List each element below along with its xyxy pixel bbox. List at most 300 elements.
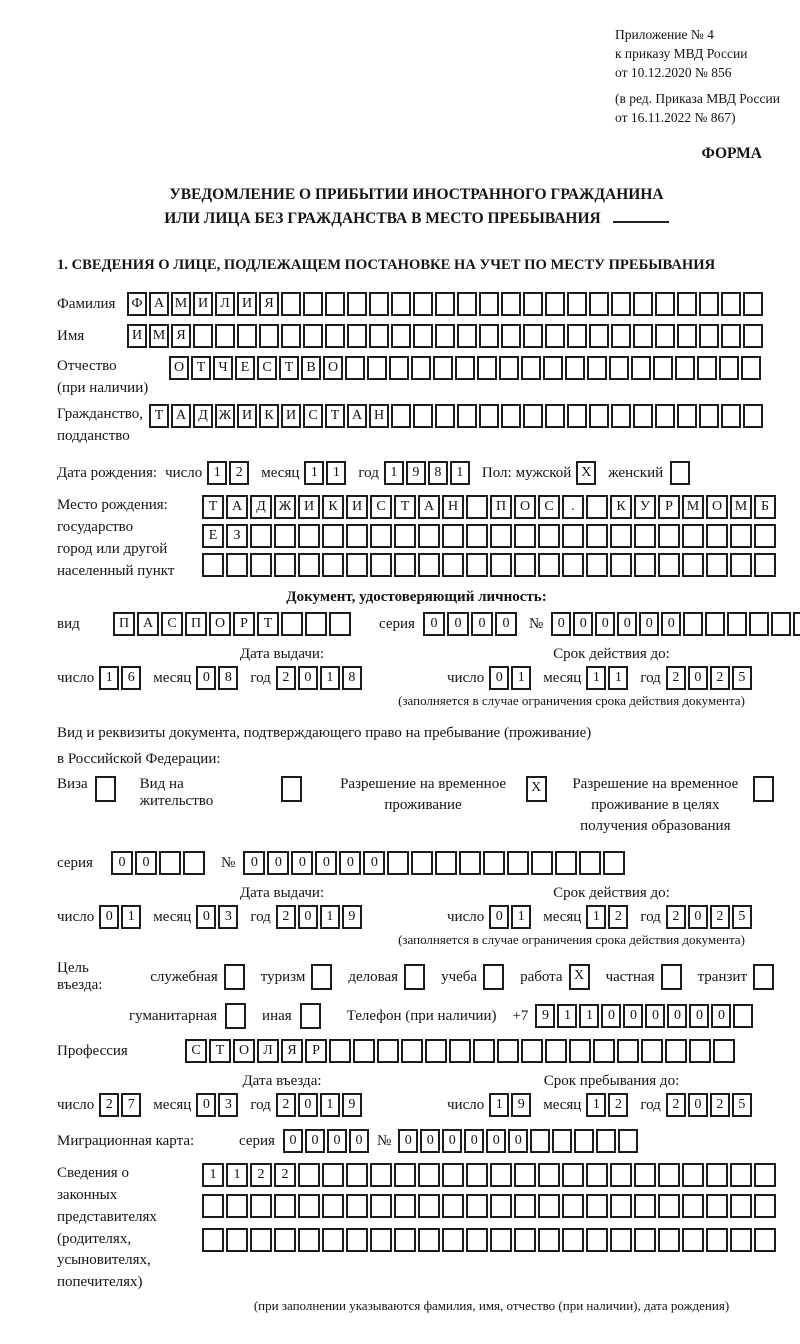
char-cell[interactable]: [633, 404, 653, 428]
char-cell[interactable]: [719, 356, 739, 380]
char-cell[interactable]: [411, 356, 431, 380]
char-cell[interactable]: [370, 1194, 392, 1218]
char-cell[interactable]: 0: [196, 1093, 216, 1117]
char-cell[interactable]: [706, 553, 728, 577]
char-cell[interactable]: [545, 292, 565, 316]
char-cell[interactable]: [586, 553, 608, 577]
char-cell[interactable]: [771, 612, 791, 636]
purpose-study-checkbox[interactable]: [483, 964, 506, 990]
char-cell[interactable]: [215, 324, 235, 348]
char-cell[interactable]: С: [303, 404, 323, 428]
char-cell[interactable]: [653, 356, 673, 380]
char-cell[interactable]: [259, 324, 279, 348]
char-cell[interactable]: [466, 1163, 488, 1187]
char-cell[interactable]: [477, 356, 497, 380]
char-cell[interactable]: [733, 1004, 753, 1028]
char-cell[interactable]: [523, 404, 543, 428]
char-cell[interactable]: [514, 1228, 536, 1252]
char-cell[interactable]: С: [161, 612, 183, 636]
char-cell[interactable]: [611, 292, 631, 316]
char-cell[interactable]: С: [185, 1039, 207, 1063]
char-cell[interactable]: [391, 324, 411, 348]
char-cell[interactable]: И: [346, 495, 368, 519]
char-cell[interactable]: [370, 1228, 392, 1252]
char-cell[interactable]: [347, 324, 367, 348]
char-cell[interactable]: 0: [298, 666, 318, 690]
char-cell[interactable]: [394, 1228, 416, 1252]
char-cell[interactable]: [523, 324, 543, 348]
char-cell[interactable]: [413, 404, 433, 428]
char-cell[interactable]: [298, 1163, 320, 1187]
char-cell[interactable]: 0: [573, 612, 593, 636]
doc-kind-cells[interactable]: [113, 612, 353, 636]
birth-place-row3-cells[interactable]: [202, 553, 778, 577]
char-cell[interactable]: 9: [406, 461, 426, 485]
char-cell[interactable]: [523, 292, 543, 316]
char-cell[interactable]: 9: [342, 905, 362, 929]
char-cell[interactable]: [225, 1003, 246, 1029]
char-cell[interactable]: А: [347, 404, 367, 428]
char-cell[interactable]: [610, 1194, 632, 1218]
char-cell[interactable]: [641, 1039, 663, 1063]
char-cell[interactable]: [274, 553, 296, 577]
char-cell[interactable]: 8: [428, 461, 448, 485]
char-cell[interactable]: [682, 553, 704, 577]
purpose-transit-checkbox[interactable]: [753, 964, 776, 990]
char-cell[interactable]: 0: [688, 905, 708, 929]
char-cell[interactable]: [490, 1228, 512, 1252]
char-cell[interactable]: [413, 292, 433, 316]
char-cell[interactable]: [346, 1194, 368, 1218]
char-cell[interactable]: 1: [557, 1004, 577, 1028]
char-cell[interactable]: [730, 1163, 752, 1187]
char-cell[interactable]: [347, 292, 367, 316]
temp-residence-checkbox[interactable]: [526, 776, 549, 802]
char-cell[interactable]: [479, 324, 499, 348]
char-cell[interactable]: 1: [207, 461, 227, 485]
char-cell[interactable]: [538, 1194, 560, 1218]
char-cell[interactable]: 1: [511, 666, 531, 690]
char-cell[interactable]: [611, 404, 631, 428]
char-cell[interactable]: [589, 324, 609, 348]
char-cell[interactable]: 1: [586, 666, 606, 690]
char-cell[interactable]: 0: [711, 1004, 731, 1028]
char-cell[interactable]: 0: [688, 666, 708, 690]
char-cell[interactable]: [281, 612, 303, 636]
purpose-humanitarian-checkbox[interactable]: [225, 1003, 248, 1029]
char-cell[interactable]: [394, 524, 416, 548]
char-cell[interactable]: С: [257, 356, 277, 380]
char-cell[interactable]: 0: [363, 851, 385, 875]
char-cell[interactable]: [562, 524, 584, 548]
char-cell[interactable]: [466, 1194, 488, 1218]
char-cell[interactable]: 1: [586, 1093, 606, 1117]
char-cell[interactable]: [418, 1194, 440, 1218]
res-number-cells[interactable]: [243, 851, 627, 875]
char-cell[interactable]: 0: [135, 851, 157, 875]
char-cell[interactable]: [322, 1228, 344, 1252]
char-cell[interactable]: [545, 404, 565, 428]
char-cell[interactable]: [311, 964, 332, 990]
char-cell[interactable]: 1: [579, 1004, 599, 1028]
char-cell[interactable]: А: [418, 495, 440, 519]
char-cell[interactable]: 3: [218, 1093, 238, 1117]
stay-month-cells[interactable]: [586, 1093, 630, 1117]
char-cell[interactable]: [435, 292, 455, 316]
char-cell[interactable]: .: [562, 495, 584, 519]
char-cell[interactable]: С: [370, 495, 392, 519]
char-cell[interactable]: [473, 1039, 495, 1063]
char-cell[interactable]: Н: [369, 404, 389, 428]
char-cell[interactable]: [298, 1194, 320, 1218]
char-cell[interactable]: X: [576, 461, 596, 485]
char-cell[interactable]: [545, 324, 565, 348]
char-cell[interactable]: [459, 851, 481, 875]
char-cell[interactable]: [250, 524, 272, 548]
char-cell[interactable]: [543, 356, 563, 380]
char-cell[interactable]: [394, 1163, 416, 1187]
char-cell[interactable]: [713, 1039, 735, 1063]
char-cell[interactable]: [610, 1228, 632, 1252]
char-cell[interactable]: И: [193, 292, 213, 316]
char-cell[interactable]: К: [610, 495, 632, 519]
char-cell[interactable]: И: [237, 404, 257, 428]
char-cell[interactable]: [552, 1129, 572, 1153]
char-cell[interactable]: Я: [171, 324, 191, 348]
char-cell[interactable]: Н: [442, 495, 464, 519]
char-cell[interactable]: [479, 292, 499, 316]
char-cell[interactable]: [442, 1194, 464, 1218]
char-cell[interactable]: [490, 1194, 512, 1218]
char-cell[interactable]: [435, 404, 455, 428]
res-expiry-month-cells[interactable]: [586, 905, 630, 929]
char-cell[interactable]: [394, 1194, 416, 1218]
char-cell[interactable]: [281, 292, 301, 316]
char-cell[interactable]: М: [730, 495, 752, 519]
char-cell[interactable]: В: [301, 356, 321, 380]
birth-place-row2-cells[interactable]: [202, 524, 778, 548]
char-cell[interactable]: 0: [398, 1129, 418, 1153]
name-cells[interactable]: [127, 324, 765, 348]
char-cell[interactable]: [370, 524, 392, 548]
char-cell[interactable]: [658, 1228, 680, 1252]
char-cell[interactable]: 0: [442, 1129, 462, 1153]
char-cell[interactable]: 2: [276, 905, 296, 929]
char-cell[interactable]: 0: [489, 666, 509, 690]
visa-checkbox[interactable]: [95, 776, 118, 802]
char-cell[interactable]: 0: [639, 612, 659, 636]
res-series-cells[interactable]: [111, 851, 207, 875]
char-cell[interactable]: [501, 292, 521, 316]
char-cell[interactable]: 9: [511, 1093, 531, 1117]
char-cell[interactable]: [298, 553, 320, 577]
char-cell[interactable]: Л: [215, 292, 235, 316]
mc-number-cells[interactable]: [398, 1129, 640, 1153]
char-cell[interactable]: [298, 524, 320, 548]
char-cell[interactable]: [655, 324, 675, 348]
char-cell[interactable]: [322, 553, 344, 577]
birth-day-cells[interactable]: [207, 461, 251, 485]
char-cell[interactable]: [226, 1228, 248, 1252]
char-cell[interactable]: [226, 553, 248, 577]
char-cell[interactable]: [754, 553, 776, 577]
char-cell[interactable]: [370, 553, 392, 577]
char-cell[interactable]: 2: [250, 1163, 272, 1187]
char-cell[interactable]: [586, 1194, 608, 1218]
char-cell[interactable]: З: [226, 524, 248, 548]
birth-place-row1-cells[interactable]: [202, 495, 778, 519]
purpose-tourism-checkbox[interactable]: [311, 964, 334, 990]
char-cell[interactable]: [274, 524, 296, 548]
char-cell[interactable]: [675, 356, 695, 380]
char-cell[interactable]: [411, 851, 433, 875]
char-cell[interactable]: 1: [450, 461, 470, 485]
char-cell[interactable]: 1: [320, 666, 340, 690]
char-cell[interactable]: [749, 612, 769, 636]
char-cell[interactable]: 9: [342, 1093, 362, 1117]
res-expiry-day-cells[interactable]: [489, 905, 533, 929]
char-cell[interactable]: [521, 356, 541, 380]
char-cell[interactable]: Д: [193, 404, 213, 428]
char-cell[interactable]: [95, 776, 116, 802]
char-cell[interactable]: [455, 356, 475, 380]
char-cell[interactable]: [730, 524, 752, 548]
char-cell[interactable]: [514, 1194, 536, 1218]
char-cell[interactable]: Т: [149, 404, 169, 428]
char-cell[interactable]: О: [169, 356, 189, 380]
char-cell[interactable]: [329, 612, 351, 636]
char-cell[interactable]: 0: [111, 851, 133, 875]
char-cell[interactable]: [730, 553, 752, 577]
char-cell[interactable]: [589, 292, 609, 316]
char-cell[interactable]: 0: [283, 1129, 303, 1153]
char-cell[interactable]: [682, 1228, 704, 1252]
char-cell[interactable]: [466, 1228, 488, 1252]
char-cell[interactable]: [322, 1194, 344, 1218]
char-cell[interactable]: [562, 1228, 584, 1252]
char-cell[interactable]: [274, 1194, 296, 1218]
char-cell[interactable]: [303, 292, 323, 316]
char-cell[interactable]: 0: [196, 905, 216, 929]
char-cell[interactable]: [377, 1039, 399, 1063]
doc-series-cells[interactable]: [423, 612, 519, 636]
char-cell[interactable]: [300, 1003, 321, 1029]
char-cell[interactable]: [538, 1163, 560, 1187]
char-cell[interactable]: [753, 964, 774, 990]
char-cell[interactable]: [617, 1039, 639, 1063]
char-cell[interactable]: [730, 1228, 752, 1252]
char-cell[interactable]: [346, 553, 368, 577]
char-cell[interactable]: Т: [325, 404, 345, 428]
char-cell[interactable]: [721, 404, 741, 428]
char-cell[interactable]: [435, 851, 457, 875]
char-cell[interactable]: [346, 1228, 368, 1252]
char-cell[interactable]: [401, 1039, 423, 1063]
char-cell[interactable]: [418, 524, 440, 548]
representatives-row3-cells[interactable]: [202, 1228, 778, 1252]
char-cell[interactable]: [418, 1228, 440, 1252]
char-cell[interactable]: Т: [257, 612, 279, 636]
char-cell[interactable]: [562, 553, 584, 577]
char-cell[interactable]: [665, 1039, 687, 1063]
char-cell[interactable]: [449, 1039, 471, 1063]
char-cell[interactable]: [346, 524, 368, 548]
char-cell[interactable]: [370, 1163, 392, 1187]
char-cell[interactable]: 1: [511, 905, 531, 929]
char-cell[interactable]: [507, 851, 529, 875]
char-cell[interactable]: [442, 1163, 464, 1187]
char-cell[interactable]: [721, 324, 741, 348]
char-cell[interactable]: 2: [710, 905, 730, 929]
entry-year-cells[interactable]: [276, 1093, 364, 1117]
char-cell[interactable]: У: [634, 495, 656, 519]
char-cell[interactable]: [466, 495, 488, 519]
char-cell[interactable]: Д: [250, 495, 272, 519]
char-cell[interactable]: О: [233, 1039, 255, 1063]
char-cell[interactable]: [697, 356, 717, 380]
char-cell[interactable]: [305, 612, 327, 636]
char-cell[interactable]: 0: [243, 851, 265, 875]
char-cell[interactable]: [404, 964, 425, 990]
char-cell[interactable]: Р: [233, 612, 255, 636]
char-cell[interactable]: 5: [732, 905, 752, 929]
char-cell[interactable]: 0: [495, 612, 517, 636]
char-cell[interactable]: Т: [394, 495, 416, 519]
char-cell[interactable]: 0: [667, 1004, 687, 1028]
doc-expiry-month-cells[interactable]: [586, 666, 630, 690]
char-cell[interactable]: [706, 524, 728, 548]
char-cell[interactable]: М: [171, 292, 191, 316]
char-cell[interactable]: [705, 612, 725, 636]
char-cell[interactable]: [490, 553, 512, 577]
char-cell[interactable]: Т: [191, 356, 211, 380]
char-cell[interactable]: [706, 1194, 728, 1218]
char-cell[interactable]: О: [323, 356, 343, 380]
doc-issue-day-cells[interactable]: [99, 666, 143, 690]
char-cell[interactable]: 0: [447, 612, 469, 636]
representatives-row1-cells[interactable]: [202, 1163, 778, 1187]
doc-number-cells[interactable]: [551, 612, 800, 636]
char-cell[interactable]: [501, 404, 521, 428]
char-cell[interactable]: 1: [121, 905, 141, 929]
char-cell[interactable]: Я: [259, 292, 279, 316]
char-cell[interactable]: [442, 524, 464, 548]
char-cell[interactable]: 0: [267, 851, 289, 875]
char-cell[interactable]: [274, 1228, 296, 1252]
stay-year-cells[interactable]: [666, 1093, 754, 1117]
char-cell[interactable]: 0: [623, 1004, 643, 1028]
char-cell[interactable]: [721, 292, 741, 316]
char-cell[interactable]: [367, 356, 387, 380]
char-cell[interactable]: [677, 324, 697, 348]
char-cell[interactable]: С: [538, 495, 560, 519]
char-cell[interactable]: [618, 1129, 638, 1153]
char-cell[interactable]: [610, 553, 632, 577]
char-cell[interactable]: 0: [617, 612, 637, 636]
char-cell[interactable]: [483, 964, 504, 990]
char-cell[interactable]: 1: [320, 905, 340, 929]
char-cell[interactable]: 2: [666, 666, 686, 690]
char-cell[interactable]: [633, 324, 653, 348]
char-cell[interactable]: 2: [276, 666, 296, 690]
char-cell[interactable]: 1: [304, 461, 324, 485]
birth-month-cells[interactable]: [304, 461, 348, 485]
doc-expiry-day-cells[interactable]: [489, 666, 533, 690]
char-cell[interactable]: [394, 553, 416, 577]
birth-year-cells[interactable]: [384, 461, 472, 485]
char-cell[interactable]: Л: [257, 1039, 279, 1063]
char-cell[interactable]: [682, 1194, 704, 1218]
char-cell[interactable]: [661, 964, 682, 990]
char-cell[interactable]: 0: [291, 851, 313, 875]
char-cell[interactable]: [322, 1163, 344, 1187]
char-cell[interactable]: 0: [489, 905, 509, 929]
char-cell[interactable]: [754, 1163, 776, 1187]
char-cell[interactable]: [562, 1194, 584, 1218]
char-cell[interactable]: [634, 553, 656, 577]
char-cell[interactable]: [202, 553, 224, 577]
char-cell[interactable]: 1: [489, 1093, 509, 1117]
char-cell[interactable]: 0: [471, 612, 493, 636]
profession-cells[interactable]: [185, 1039, 737, 1063]
char-cell[interactable]: А: [149, 292, 169, 316]
char-cell[interactable]: [250, 1228, 272, 1252]
phone-cells[interactable]: [535, 1004, 755, 1028]
char-cell[interactable]: [610, 524, 632, 548]
char-cell[interactable]: [325, 324, 345, 348]
char-cell[interactable]: Е: [202, 524, 224, 548]
char-cell[interactable]: [250, 1194, 272, 1218]
char-cell[interactable]: [391, 404, 411, 428]
temp-residence-edu-checkbox[interactable]: [753, 776, 776, 802]
char-cell[interactable]: [658, 553, 680, 577]
char-cell[interactable]: [683, 612, 703, 636]
char-cell[interactable]: [658, 524, 680, 548]
char-cell[interactable]: [699, 404, 719, 428]
char-cell[interactable]: [433, 356, 453, 380]
char-cell[interactable]: [754, 1228, 776, 1252]
char-cell[interactable]: 1: [226, 1163, 248, 1187]
doc-issue-year-cells[interactable]: [276, 666, 364, 690]
char-cell[interactable]: [634, 1163, 656, 1187]
purpose-work-checkbox[interactable]: [569, 964, 592, 990]
char-cell[interactable]: [655, 404, 675, 428]
char-cell[interactable]: [579, 851, 601, 875]
entry-month-cells[interactable]: [196, 1093, 240, 1117]
char-cell[interactable]: [202, 1228, 224, 1252]
char-cell[interactable]: 0: [486, 1129, 506, 1153]
citizenship-cells[interactable]: [149, 404, 765, 428]
char-cell[interactable]: [303, 324, 323, 348]
char-cell[interactable]: О: [706, 495, 728, 519]
char-cell[interactable]: [514, 524, 536, 548]
char-cell[interactable]: [741, 356, 761, 380]
char-cell[interactable]: 0: [661, 612, 681, 636]
char-cell[interactable]: [631, 356, 651, 380]
res-issue-day-cells[interactable]: [99, 905, 143, 929]
char-cell[interactable]: 0: [601, 1004, 621, 1028]
char-cell[interactable]: [329, 1039, 351, 1063]
char-cell[interactable]: Т: [202, 495, 224, 519]
char-cell[interactable]: [567, 324, 587, 348]
char-cell[interactable]: 2: [710, 666, 730, 690]
char-cell[interactable]: [706, 1228, 728, 1252]
char-cell[interactable]: 1: [586, 905, 606, 929]
char-cell[interactable]: [658, 1163, 680, 1187]
char-cell[interactable]: [193, 324, 213, 348]
char-cell[interactable]: [670, 461, 690, 485]
char-cell[interactable]: [586, 1163, 608, 1187]
